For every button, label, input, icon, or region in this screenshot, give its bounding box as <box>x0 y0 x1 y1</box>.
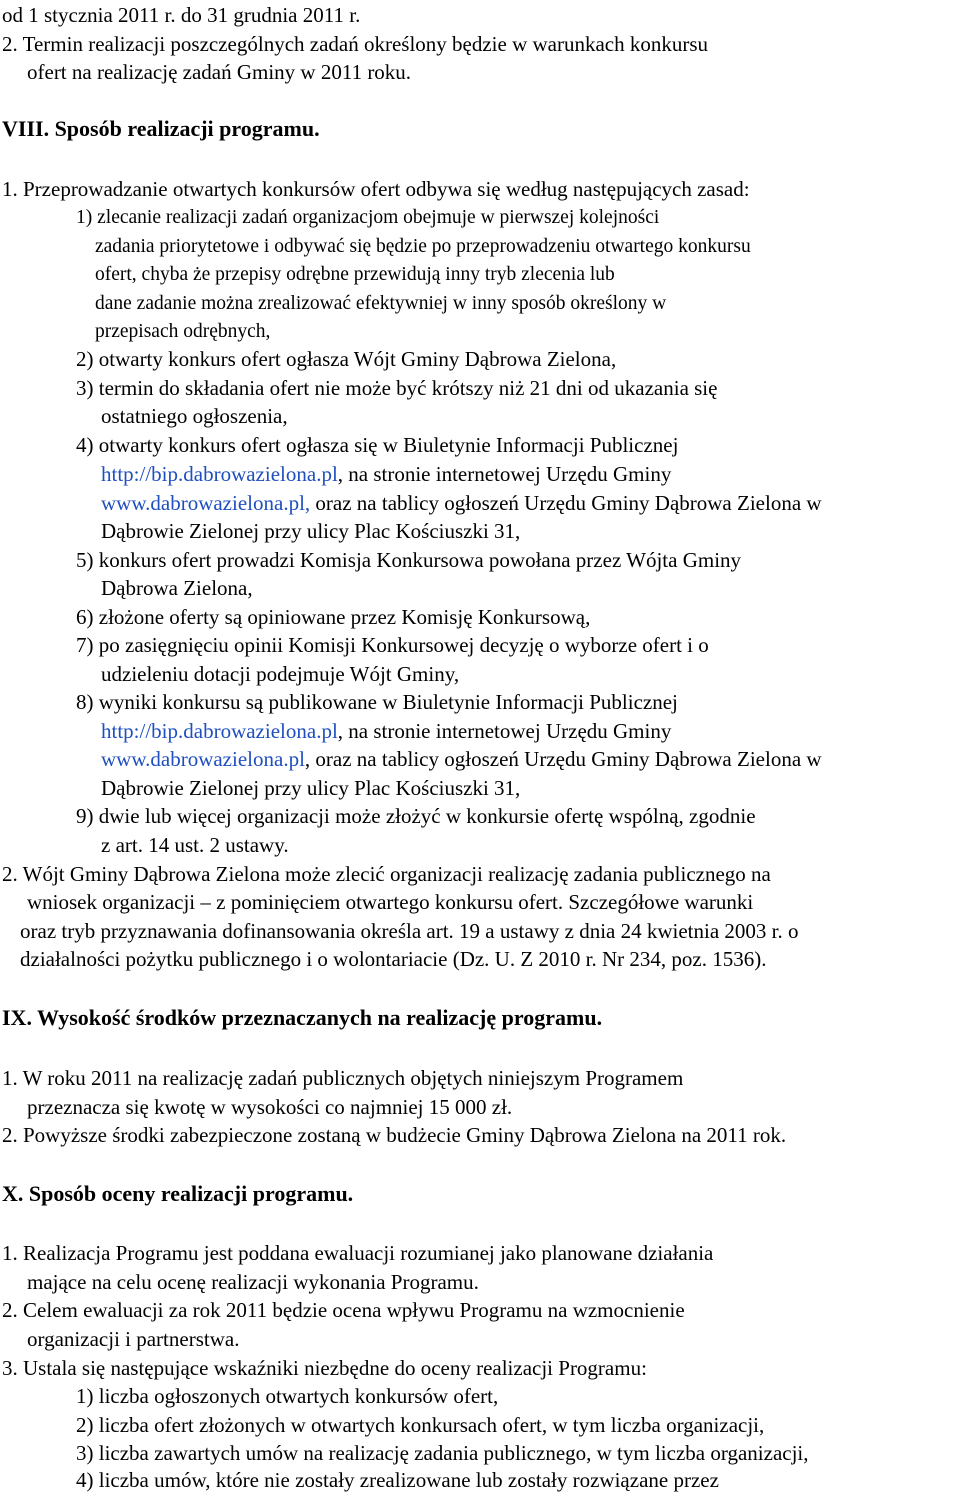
section-heading: VIII. Sposób realizacji programu. <box>2 116 320 141</box>
text-fragment: oraz na tablicy ogłoszeń Urzędu Gminy Dąbrowa Zielona w <box>310 491 822 515</box>
text-line: 2. Termin realizacji poszczególnych zadań określony będzie w warunkach konkursu <box>2 32 709 56</box>
text-line <box>101 745 822 773</box>
section-heading: IX. Wysokość środków przeznaczanych na realizację programu. <box>2 1005 603 1030</box>
text-line: 3) termin do składania ofert nie może być krótszy niż 21 dni od ukazania się <box>76 376 718 400</box>
text-line: mające na celu ocenę realizacji wykonania Programu. <box>27 1270 479 1294</box>
text-line: 9) dwie lub więcej organizacji może złożyć w konkursie ofertę wspólną, zgodnie <box>76 804 756 828</box>
text-line <box>101 460 671 488</box>
text-line: 1. Realizacja Programu jest poddana ewaluacji rozumianej jako planowane działania <box>2 1241 714 1265</box>
text-line: 3. Ustala się następujące wskaźniki niezbędne do oceny realizacji Programu: <box>2 1356 647 1380</box>
text-line: ofert na realizację zadań Gminy w 2011 roku. <box>27 60 412 84</box>
website-link[interactable]: www.dabrowazielona.pl, <box>101 491 311 515</box>
text-line: organizacji i partnerstwa. <box>27 1327 240 1351</box>
text-line: 1. Przeprowadzanie otwartych konkursów ofert odbywa się według następujących zasad: <box>2 177 750 201</box>
text-line: 4) liczba umów, które nie zostały zrealizowane lub zostały rozwiązane przez <box>76 1468 719 1492</box>
text-line <box>101 489 822 517</box>
text-line: ostatniego ogłoszenia, <box>101 404 288 428</box>
text-fragment: , na stronie internetowej Urzędu Gminy <box>337 719 672 743</box>
text-line: dane zadanie można zrealizować efektywniej w inny sposób określony w <box>95 293 667 314</box>
text-line: 2. Celem ewaluacji za rok 2011 będzie ocena wpływu Programu na wzmocnienie <box>2 1298 685 1322</box>
text-line: od 1 stycznia 2011 r. do 31 grudnia 2011 r. <box>2 3 361 27</box>
bip-link[interactable]: http://bip.dabrowazielona.pl <box>101 719 338 743</box>
text-fragment: , na stronie internetowej Urzędu Gminy <box>337 462 672 486</box>
text-line: Dąbrowie Zielonej przy ulicy Plac Kościuszki 31, <box>101 519 521 543</box>
text-line: przepisach odrębnych, <box>95 321 271 342</box>
bip-link[interactable]: http://bip.dabrowazielona.pl <box>101 462 338 486</box>
text-line: 2) otwarty konkurs ofert ogłasza Wójt Gminy Dąbrowa Zielona, <box>76 347 617 371</box>
text-line: 1) zlecanie realizacji zadań organizacjom obejmuje w pierwszej kolejności <box>76 207 660 228</box>
text-line: przeznacza się kwotę w wysokości co najmniej 15 000 zł. <box>27 1095 513 1119</box>
text-line: Dąbrowa Zielona, <box>101 576 253 600</box>
text-line: zadania priorytetowe i odbywać się będzie po przeprowadzeniu otwartego konkursu <box>95 236 751 257</box>
text-line: 7) po zasięgnięciu opinii Komisji Konkursowej decyzję o wyborze ofert i o <box>76 633 709 657</box>
text-line: ofert, chyba że przepisy odrębne przewidują inny tryb zlecenia lub <box>95 264 615 285</box>
text-line: 1. W roku 2011 na realizację zadań publicznych objętych niniejszym Programem <box>2 1066 684 1090</box>
text-line: 5) konkurs ofert prowadzi Komisja Konkursowa powołana przez Wójta Gminy <box>76 548 742 572</box>
text-line: 2. Powyższe środki zabezpieczone zostaną w budżecie Gminy Dąbrowa Zielona na 2011 rok. <box>2 1123 787 1147</box>
text-line: 3) liczba zawartych umów na realizację zadania publicznego, w tym liczba organizacji, <box>76 1441 809 1465</box>
text-line: 2) liczba ofert złożonych w otwartych konkursach ofert, w tym liczba organizacji, <box>76 1413 765 1437</box>
text-line: wniosek organizacji – z pominięciem otwartego konkursu ofert. Szczegółowe warunki <box>27 890 754 914</box>
text-fragment: , oraz na tablicy ogłoszeń Urzędu Gminy Dąbrowa Zielona w <box>304 747 822 771</box>
text-line: 6) złożone oferty są opiniowane przez Komisję Konkursową, <box>76 605 591 629</box>
text-line: udzieleniu dotacji podejmuje Wójt Gminy, <box>101 662 460 686</box>
website-link[interactable]: www.dabrowazielona.pl <box>101 747 305 771</box>
text-line: z art. 14 ust. 2 ustawy. <box>101 833 289 857</box>
text-line: 8) wyniki konkursu są publikowane w Biuletynie Informacji Publicznej <box>76 690 678 714</box>
text-line: Dąbrowie Zielonej przy ulicy Plac Kościuszki 31, <box>101 776 521 800</box>
section-heading: X. Sposób oceny realizacji programu. <box>2 1181 354 1206</box>
text-line: 4) otwarty konkurs ofert ogłasza się w Biuletynie Informacji Publicznej <box>76 433 679 457</box>
text-line: oraz tryb przyznawania dofinansowania określa art. 19 a ustawy z dnia 24 kwietnia 2003 r. o <box>20 919 799 943</box>
text-line <box>101 717 671 745</box>
text-line: 2. Wójt Gminy Dąbrowa Zielona może zlecić organizacji realizację zadania publicznego na <box>2 862 771 886</box>
text-line: działalności pożytku publicznego i o wolontariacie (Dz. U. Z 2010 r. Nr 234, poz. 1536). <box>20 947 767 971</box>
text-line: 1) liczba ogłoszonych otwartych konkursów ofert, <box>76 1384 499 1408</box>
